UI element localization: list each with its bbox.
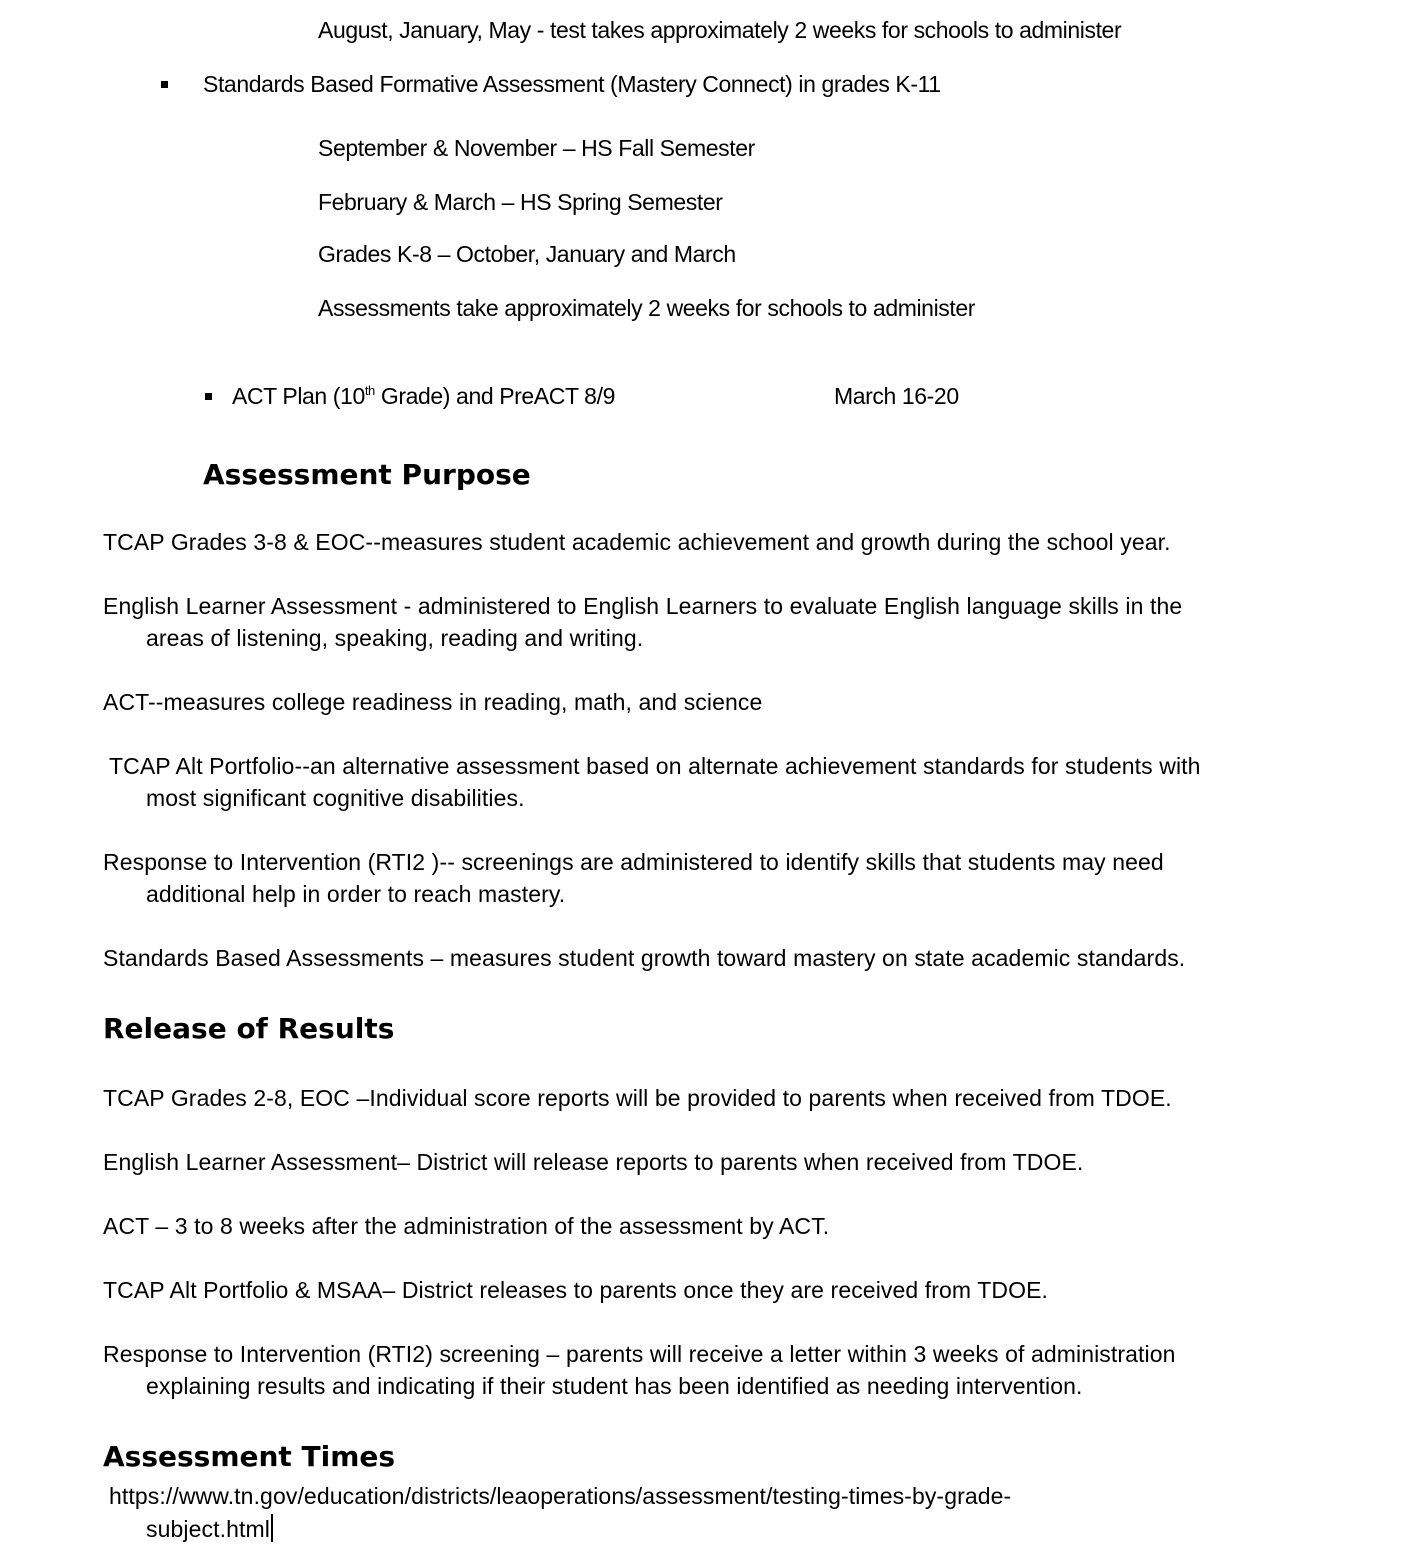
act-plan-label	[232, 381, 615, 411]
act-plan-label-before: ACT Plan (10	[232, 383, 365, 409]
purpose-item-rti-line2: additional help in order to reach mastery.	[146, 881, 566, 907]
bullet-act-plan	[205, 393, 212, 400]
purpose-item-alt-line1: TCAP Alt Portfolio--an alternative assessment based on alternate achievement standards for students with	[109, 753, 1201, 779]
purpose-heading: Assessment Purpose	[203, 458, 531, 491]
purpose-item-tcap: TCAP Grades 3-8 & EOC--measures student academic achievement and growth during the school year.	[103, 529, 1171, 555]
text-cursor	[271, 1514, 273, 1542]
schedule-may-line: August, January, May - test takes approximately 2 weeks for schools to administer	[318, 17, 1122, 43]
mastery-item-spring: February & March – HS Spring Semester	[318, 189, 723, 215]
act-plan-label-sup: th	[364, 383, 375, 398]
act-plan-date: March 16-20	[834, 383, 959, 409]
results-item-act: ACT – 3 to 8 weeks after the administration of the assessment by ACT.	[103, 1213, 830, 1239]
results-item-rti-line2: explaining results and indicating if their student has been identified as needing intervention.	[146, 1373, 1083, 1399]
purpose-item-act: ACT--measures college readiness in reading, math, and science	[103, 689, 763, 715]
times-link-line2[interactable]	[146, 1514, 273, 1544]
mastery-item-k8: Grades K-8 – October, January and March	[318, 241, 736, 267]
times-link-line1[interactable]: https://www.tn.gov/education/districts/leaoperations/assessment/testing-times-by-grade-	[109, 1483, 1012, 1509]
purpose-item-rti-line1: Response to Intervention (RTI2 )-- screenings are administered to identify skills that students may need	[103, 849, 1164, 875]
times-link-line2-text[interactable]: subject.html	[146, 1516, 270, 1542]
results-item-alt: TCAP Alt Portfolio & MSAA– District releases to parents once they are received from TDOE.	[103, 1277, 1049, 1303]
mastery-item-duration: Assessments take approximately 2 weeks for schools to administer	[318, 295, 976, 321]
results-item-el: English Learner Assessment– District will release reports to parents when received from TDOE.	[103, 1149, 1084, 1175]
purpose-item-el-line2: areas of listening, speaking, reading and writing.	[146, 625, 644, 651]
purpose-item-alt-line2: most significant cognitive disabilities.	[146, 785, 525, 811]
act-plan-label-after: Grade) and PreACT 8/9	[374, 383, 615, 409]
purpose-item-el-line1: English Learner Assessment - administered to English Learners to evaluate English language skills in the	[103, 593, 1183, 619]
results-item-rti-line1: Response to Intervention (RTI2) screening – parents will receive a letter within 3 weeks of administration	[103, 1341, 1176, 1367]
mastery-item-fall: September & November – HS Fall Semester	[318, 135, 755, 161]
results-item-tcap: TCAP Grades 2-8, EOC –Individual score reports will be provided to parents when received from TDOE.	[103, 1085, 1172, 1111]
results-heading: Release of Results	[103, 1012, 395, 1045]
bullet-mastery	[161, 81, 168, 88]
mastery-title: Standards Based Formative Assessment (Mastery Connect) in grades K-11	[203, 71, 941, 97]
times-heading: Assessment Times	[103, 1440, 396, 1473]
purpose-item-sba: Standards Based Assessments – measures student growth toward mastery on state academic standards.	[103, 945, 1186, 971]
